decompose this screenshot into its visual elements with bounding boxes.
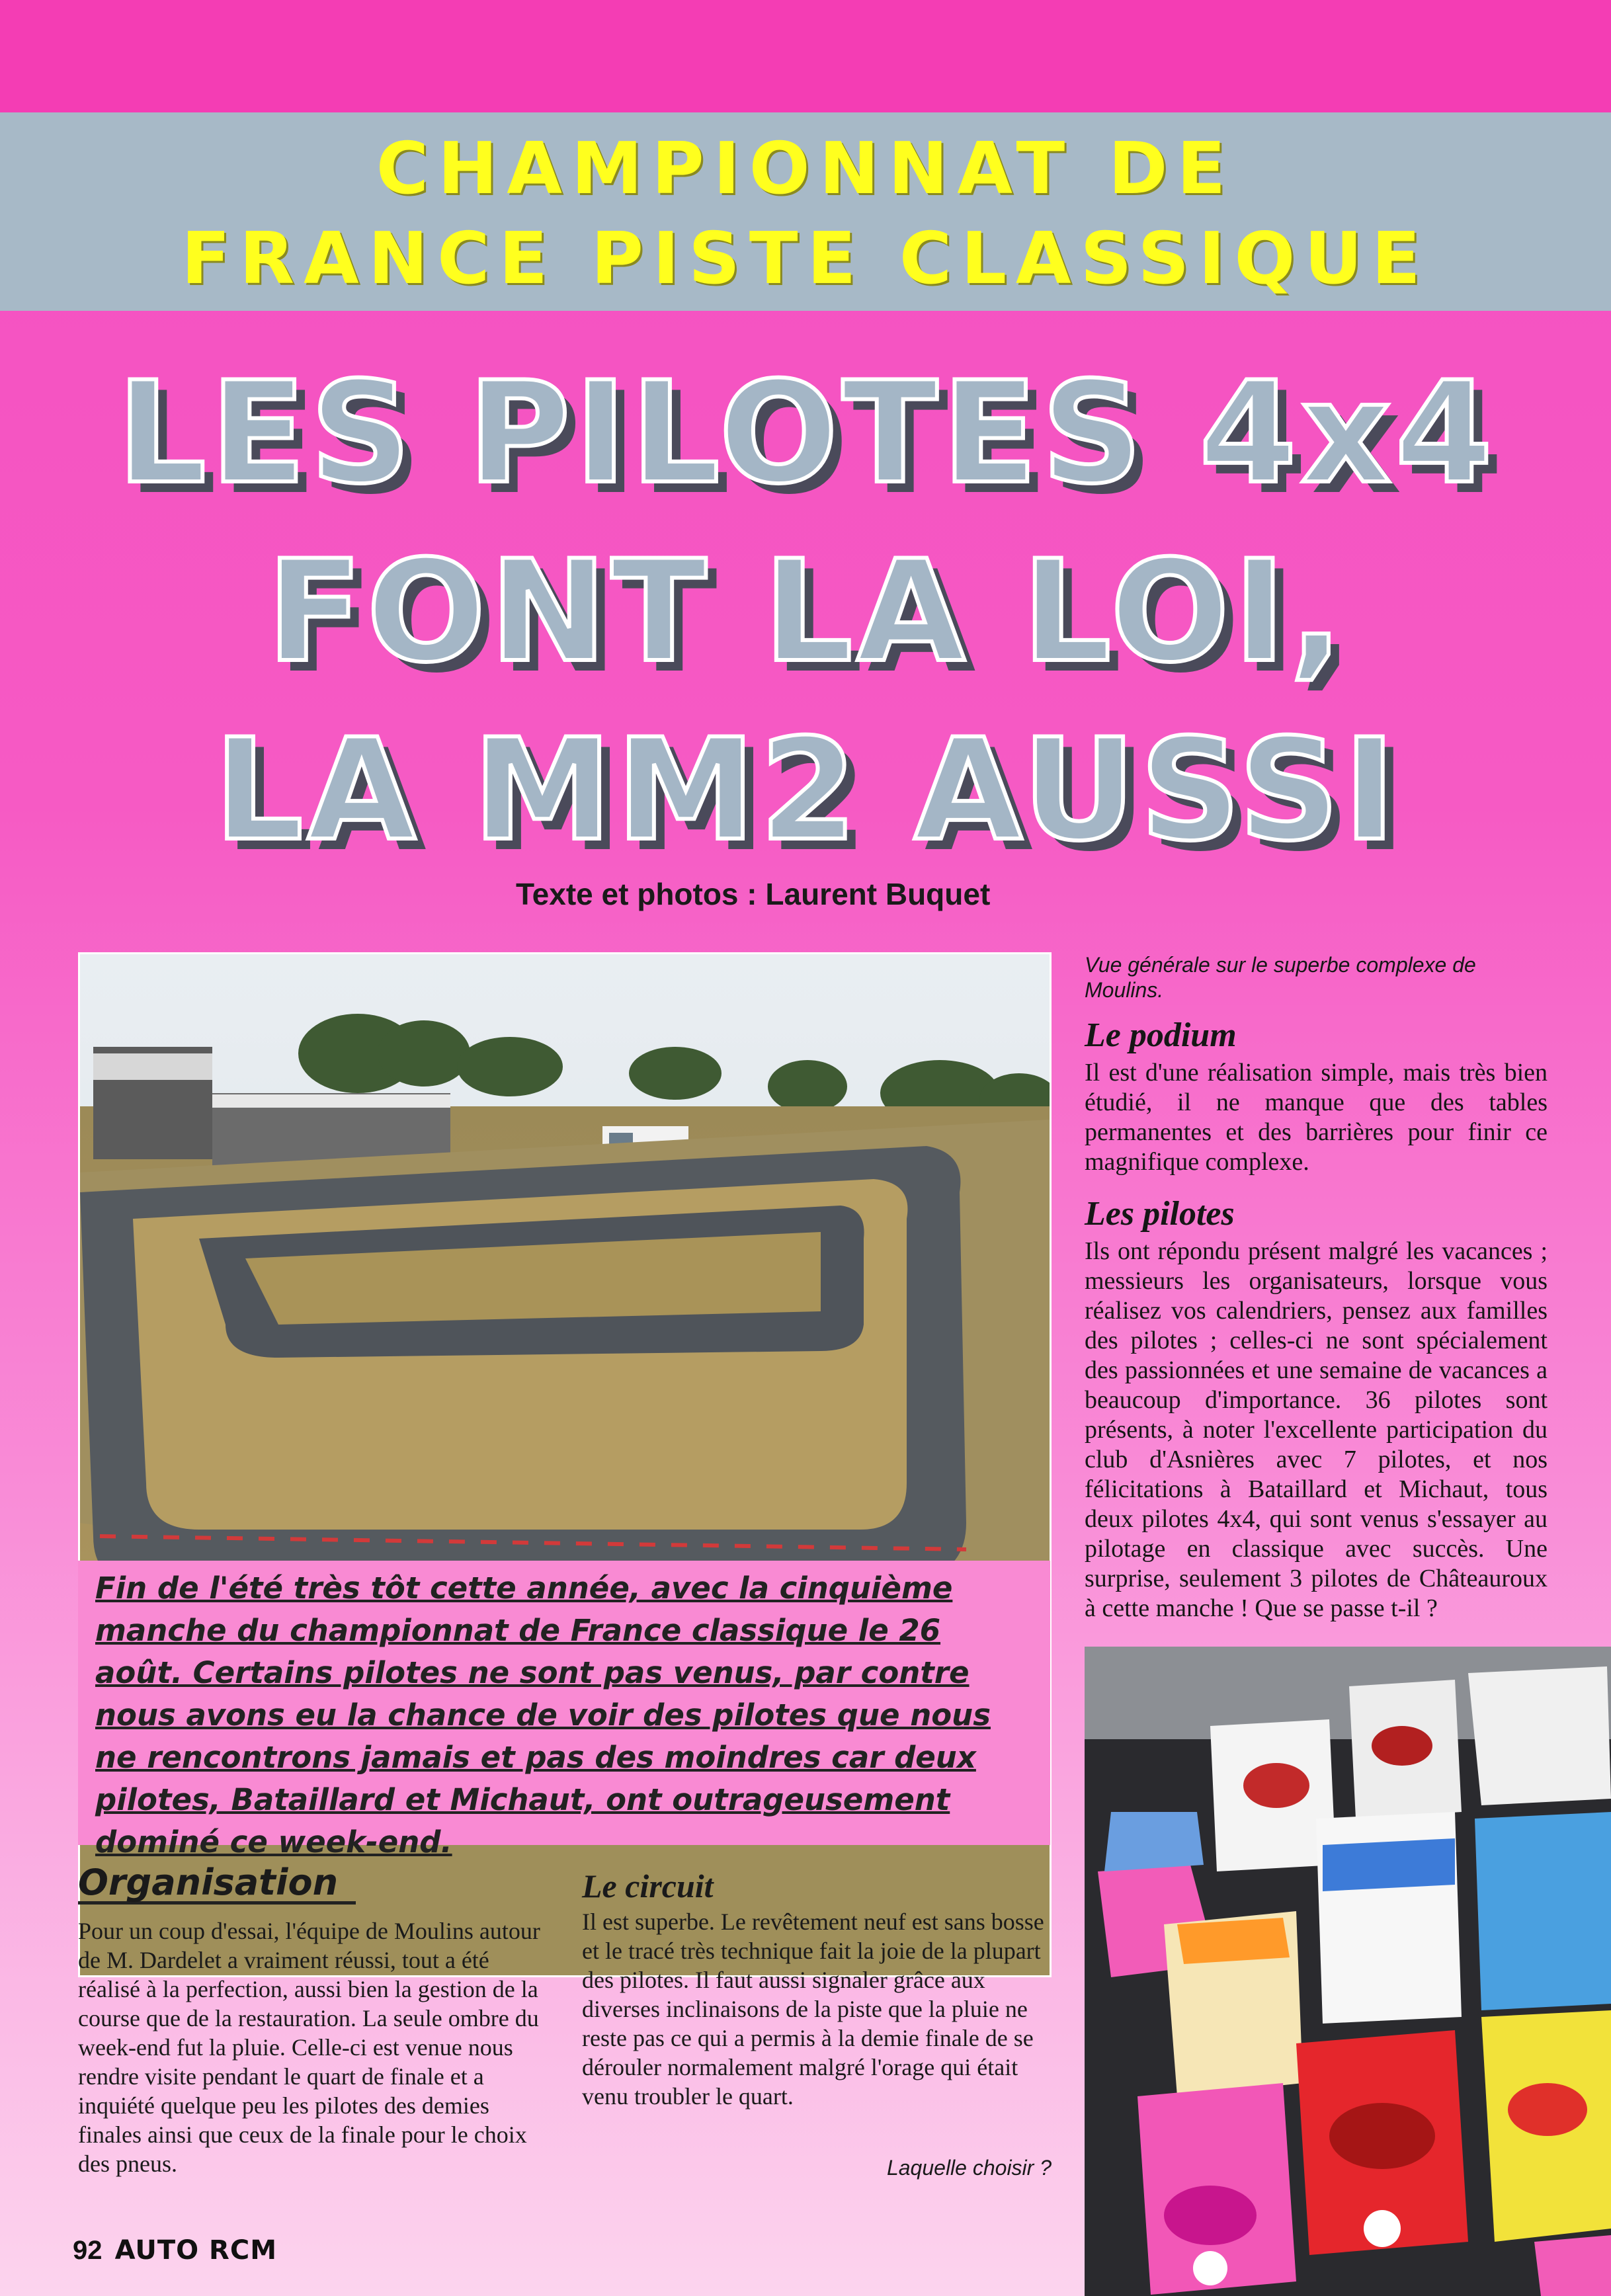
circuit-text: Il est superbe. Le revêtement neuf est sans bosse et le tracé très technique fait la joie de la plupart des pilotes. Il faut aussi signaler grâce aux diverses inclinaisons de la piste que la pluie ne reste pas ce qui a permis à la demie finale de se dérouler normalement malgré l'orage qui était venu troubler le quart. [582, 1908, 1044, 2110]
photo-caption: Vue générale sur le superbe complexe de Moulins. [1085, 953, 1476, 1002]
kicker-band [0, 112, 1611, 311]
headline-line-3: LA MM2 AUSSI [214, 708, 1400, 872]
cars-photo-caption: Laquelle choisir ? [886, 2156, 1052, 2180]
headline-line-2: FONT LA LOI, [267, 530, 1347, 693]
page-footer [73, 2235, 277, 2266]
right-column [1085, 952, 1548, 1641]
cars-photo-illustration [1085, 1647, 1611, 2296]
intro-text: Fin de l'été très tôt cette année, avec la cinquième manche du championnat de France classique le 26 août. Certains pilotes ne sont pas venus, par contre nous avons eu la chance de voir des pilotes que nous ne rencontrons jamais et pas des moindres car deux pilotes, Bataillard et Michaut, ont outrageusement dominé ce week-end. [95, 1571, 991, 1860]
intro-paragraph [78, 1561, 1050, 1870]
headline [40, 344, 1574, 880]
podium-heading: Le podium [1085, 1016, 1237, 1054]
pilotes-text: Ils ont répondu présent malgré les vacances ; messieurs les organisateurs, lorsque vous réalisez vos calendriers, pensez aux familles des pilotes ; celles-ci ne sont spécialement des passionnées et une semaine de vacances a beaucoup d'importance. 36 pilotes sont présents, à noter l'excellente participation du club d'Asnières avec 7 pilotes, et nos félicitations à Bataillard et Michaut, tous deux pilotes 4x4, qui sont venus s'essayer au pilotage en classique avec succès. Une surprise, seulement 3 pilotes de Châteauroux à cette manche ! Que se passe t-il ? [1085, 1237, 1548, 1622]
headline-line-1: LES PILOTES 4x4 [116, 351, 1497, 514]
byline: Texte et photos : Laurent Buquet [516, 877, 991, 911]
organisation-heading: Organisation [78, 1868, 356, 1905]
kicker-line-1: CHAMPIONNAT DE [376, 128, 1235, 210]
organisation-text: Pour un coup d'essai, l'équipe de Moulins autour de M. Dardelet a vraiment réussi, tout a été réalisé à la perfection, aussi bien la gestion de la course que de la restauration. La seule ombre du week-end fut la pluie. Celle-ci est venue nous rendre visite pendant le quart de finale et a inquiété quelque peu les pilotes des demies finales ainsi que ceux de la finale pour le choix des pneus. [78, 1918, 540, 2177]
circuit-heading: Le circuit [582, 1867, 714, 1905]
pilotes-heading: Les pilotes [1085, 1195, 1235, 1233]
page-number: 92 [73, 2236, 103, 2265]
podium-text: Il est d'une réalisation simple, mais très bien étudié, il ne manque que des tables permanentes et des barrières pour finir ce magnifique complexe. [1085, 1059, 1548, 1176]
magazine-name: AUTO RCM [114, 2235, 278, 2266]
column-circuit [582, 1867, 1058, 2111]
top-pink-band [0, 0, 1611, 112]
kicker-line-2: FRANCE PISTE CLASSIQUE [181, 218, 1430, 300]
cars-photo [1085, 1647, 1611, 2296]
column-organisation [78, 1862, 541, 2178]
